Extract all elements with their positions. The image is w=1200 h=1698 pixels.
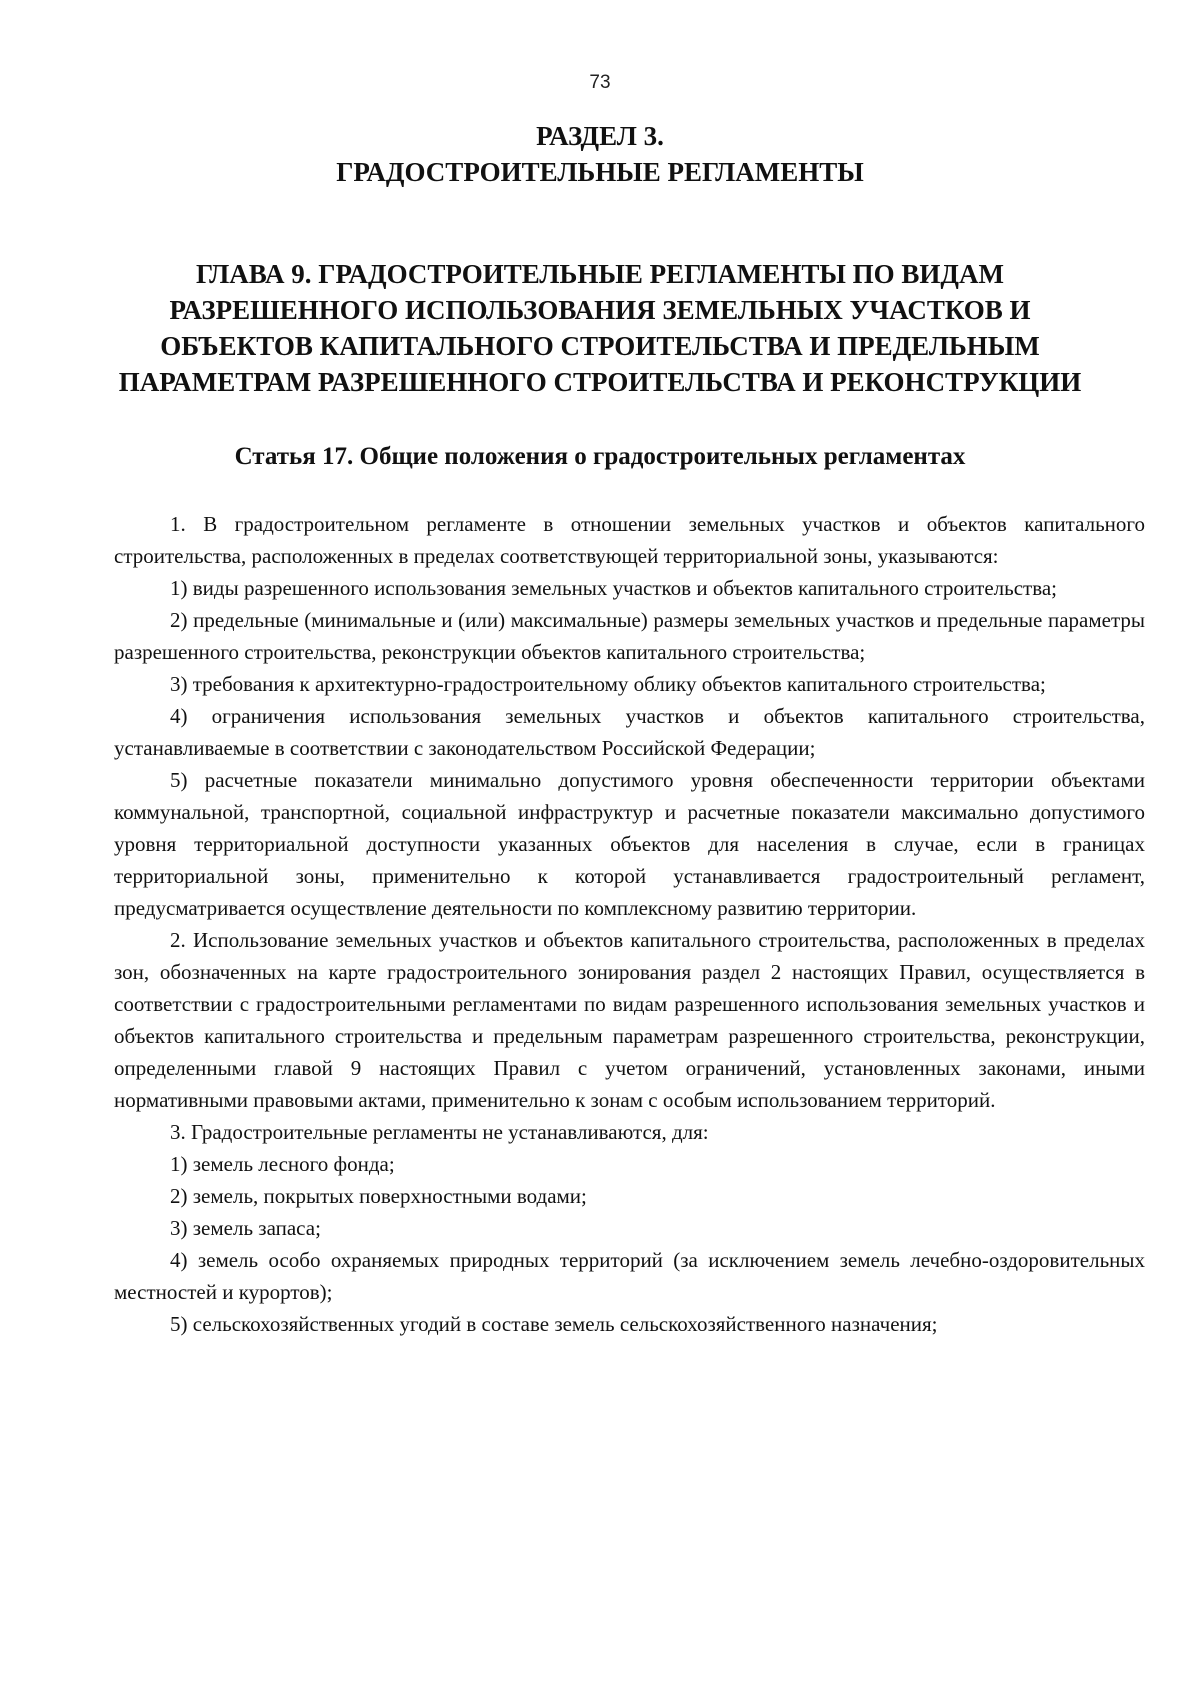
chapter-heading-line-1: ГЛАВА 9. ГРАДОСТРОИТЕЛЬНЫЕ РЕГЛАМЕНТЫ ПО ВИДАМ (196, 259, 1004, 289)
section-heading-line-2: ГРАДОСТРОИТЕЛЬНЫЕ РЕГЛАМЕНТЫ (336, 157, 864, 187)
list-item-1-4: 4) ограничения использования земельных участков и объектов капитального строительства, устанавливаемые в соответствии с законодательством Российской Федерации; (114, 704, 1145, 760)
list-item-1-2: 2) предельные (минимальные и (или) максимальные) размеры земельных участков и предельные параметры разрешенного строительства, реконструкции объектов капитального строительства; (114, 608, 1145, 664)
list-item-3-2: 2) земель, покрытых поверхностными водами; (170, 1184, 587, 1208)
chapter-heading-line-2: РАЗРЕШЕННОГО ИСПОЛЬЗОВАНИЯ ЗЕМЕЛЬНЫХ УЧАСТКОВ И (169, 295, 1031, 325)
paragraph-2: 2. Использование земельных участков и объектов капитального строительства, расположенных в пределах зон, обозначенных на карте градостроительного зонирования раздел 2 настоящих Правил, осуществляется в соответствии с градостроительными регламентами по видам разрешенного использования земельных участков и объектов капитального строительства и предельным параметрам разрешенного строительства, реконструкции, определенными главой 9 настоящих Правил с учетом ограничений, установленных законами, иными нормативными правовыми актами, применительно к зонам с особым использованием территорий. (114, 928, 1145, 1112)
list-item-3-1: 1) земель лесного фонда; (170, 1152, 395, 1176)
list-item-1-5: 5) расчетные показатели минимально допустимого уровня обеспеченности территории объектами коммунальной, транспортной, социальной инфраструктур и расчетные показатели максимально допустимого уровня территориальной доступности указанных объектов для населения в случае, если в границах территориальной зоны, применительно к которой устанавливается градостроительный регламент, предусматривается осуществление деятельности по комплексному развитию территории. (114, 768, 1145, 920)
chapter-heading (100, 256, 1100, 400)
section-heading (0, 118, 1200, 190)
list-item-3-3: 3) земель запаса; (170, 1216, 321, 1240)
chapter-heading-line-3: ОБЪЕКТОВ КАПИТАЛЬНОГО СТРОИТЕЛЬСТВА И ПРЕДЕЛЬНЫМ (160, 331, 1040, 361)
list-item-3-5: 5) сельскохозяйственных угодий в составе земель сельскохозяйственного назначения; (170, 1312, 938, 1336)
list-item-3-4: 4) земель особо охраняемых природных территорий (за исключением земель лечебно-оздоровительных местностей и курортов); (114, 1248, 1145, 1304)
paragraph-1: 1. В градостроительном регламенте в отношении земельных участков и объектов капитального строительства, расположенных в пределах соответствующей территориальной зоны, указываются: (114, 512, 1145, 568)
list-item-1-3: 3) требования к архитектурно-градостроительному облику объектов капитального строительства; (170, 672, 1046, 696)
section-heading-line-1: РАЗДЕЛ 3. (536, 121, 664, 151)
chapter-heading-line-4: ПАРАМЕТРАМ РАЗРЕШЕННОГО СТРОИТЕЛЬСТВА И РЕКОНСТРУКЦИИ (118, 367, 1082, 397)
article-body (114, 508, 1145, 1340)
list-item-1-1: 1) виды разрешенного использования земельных участков и объектов капитального строительства; (170, 576, 1057, 600)
article-heading: Статья 17. Общие положения о градостроительных регламентах (234, 443, 966, 470)
paragraph-3: 3. Градостроительные регламенты не устанавливаются, для: (170, 1120, 709, 1144)
page-number: 73 (589, 72, 611, 93)
